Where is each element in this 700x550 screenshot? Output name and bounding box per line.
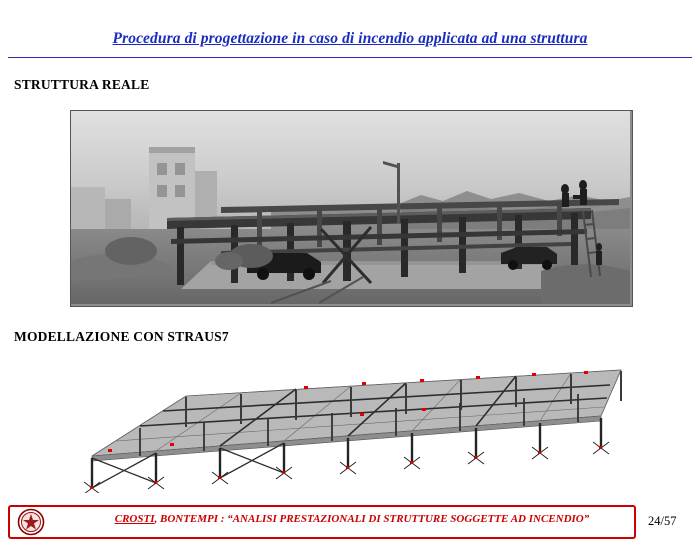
photo-graphic bbox=[71, 111, 630, 304]
section-heading-model: MODELLAZIONE CON STRAUS7 bbox=[14, 329, 229, 344]
page-title: Procedura di progettazione in caso di incendio applicata ad una struttura bbox=[112, 30, 588, 47]
footer-author-rest: , BONTEMPI : “ANALISI PRESTAZIONALI DI STRUTTURE SOGGETTE AD INCENDIO” bbox=[154, 513, 590, 525]
page-number: 24/57 bbox=[648, 514, 677, 528]
figure-straus7-model bbox=[18, 348, 682, 493]
footer-author-underlined: CROSTI bbox=[114, 513, 155, 525]
model-graphic bbox=[18, 348, 682, 493]
university-logo-icon bbox=[17, 508, 45, 536]
title-divider bbox=[8, 57, 692, 58]
footer-citation bbox=[74, 513, 630, 525]
section-heading-real-structure: STRUTTURA REALE bbox=[14, 77, 150, 92]
photo-real-structure bbox=[70, 110, 633, 307]
page-title-wrap bbox=[0, 30, 700, 48]
